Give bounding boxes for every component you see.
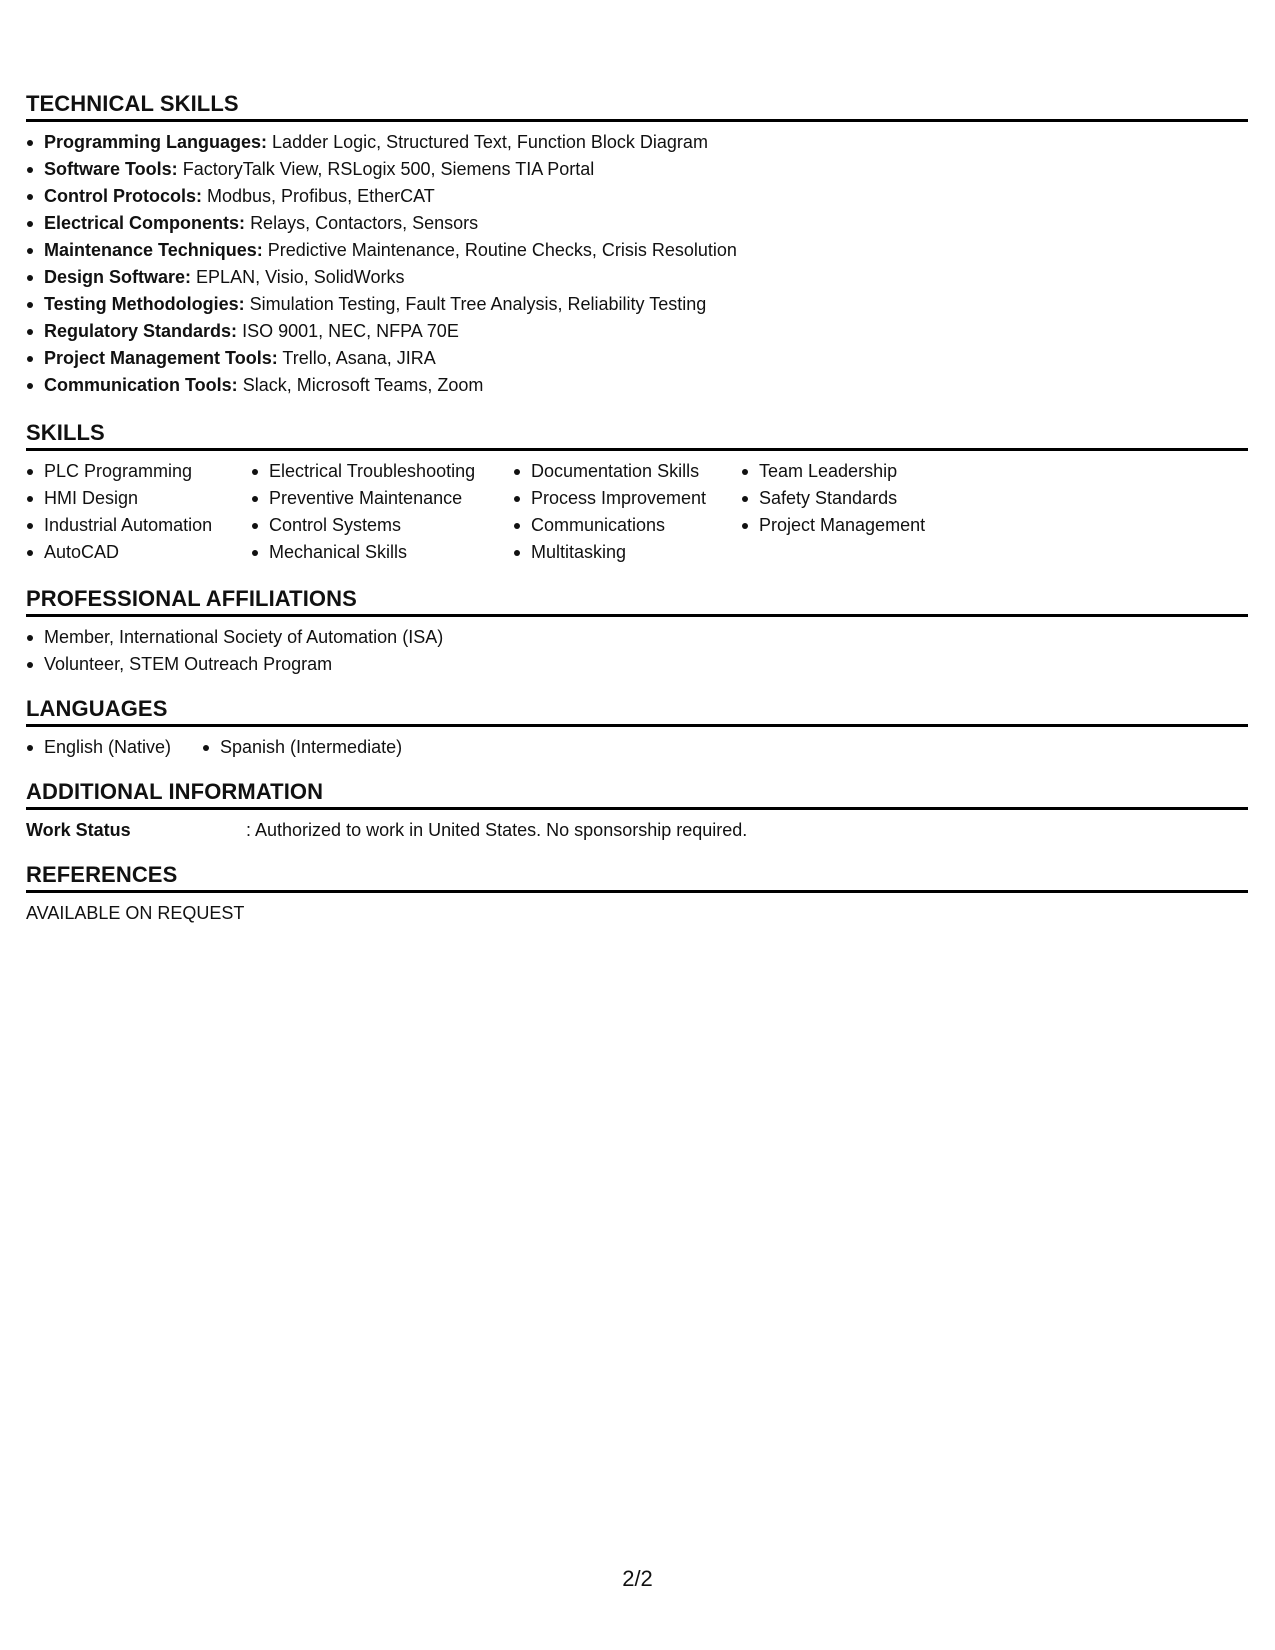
list-item [26,539,212,566]
affiliations-section [26,586,1248,678]
list-item [26,183,1248,210]
skill-name: Multitasking [531,542,627,562]
skill-category-label: Testing Methodologies: [44,294,245,314]
list-item [26,291,1248,318]
list-item [513,512,706,539]
skill-name: Control Systems [269,515,402,535]
skills-column-4 [741,458,925,539]
skill-category-label: Design Software: [44,267,192,287]
bullet-icon [27,745,33,751]
affiliation-text: Volunteer, STEM Outreach Program [44,654,333,674]
bullet-icon [203,745,209,751]
bullet-icon [27,275,33,281]
skills-column-3 [513,458,706,566]
bullet-icon [252,523,258,529]
list-item [26,734,171,761]
skill-category-value: Slack, Microsoft Teams, Zoom [242,375,484,395]
languages-heading: LANGUAGES [26,696,168,721]
affiliations-heading: PROFESSIONAL AFFILIATIONS [26,586,357,611]
bullet-icon [514,496,520,502]
skills-column-2 [251,458,475,566]
skill-name: PLC Programming [44,461,193,481]
language-entry [26,734,171,761]
list-item [26,129,1248,156]
list-item [26,210,1248,237]
skill-name: Safety Standards [759,488,898,508]
bullet-icon [27,194,33,200]
skill-category-label: Software Tools: [44,159,178,179]
list-item [251,458,475,485]
technical-skills-heading: TECHNICAL SKILLS [26,91,239,116]
bullet-icon [27,329,33,335]
list-item [202,734,402,761]
bullet-icon [27,469,33,475]
bullet-icon [27,167,33,173]
skill-category-value: Modbus, Profibus, EtherCAT [207,186,435,206]
list-item [26,651,1248,678]
bullet-icon [27,248,33,254]
section-divider [26,807,1248,810]
skill-category-label: Regulatory Standards: [44,321,238,341]
skill-name: Documentation Skills [531,461,700,481]
skill-category-label: Programming Languages: [44,132,268,152]
list-item [513,485,706,512]
list-item [26,624,1248,651]
skill-category-value: ISO 9001, NEC, NFPA 70E [242,321,459,341]
skill-category-value: Simulation Testing, Fault Tree Analysis, Reliability Testing [249,294,707,314]
references-text: AVAILABLE ON REQUEST [26,903,245,923]
bullet-icon [742,496,748,502]
bullet-icon [27,356,33,362]
list-item [26,485,212,512]
skill-category-value: FactoryTalk View, RSLogix 500, Siemens TIA Portal [182,159,595,179]
skill-name: Electrical Troubleshooting [269,461,476,481]
bullet-icon [27,383,33,389]
bullet-icon [27,496,33,502]
references-heading: REFERENCES [26,862,178,887]
affiliations-list [26,624,1248,678]
section-divider [26,448,1248,451]
bullet-icon [742,523,748,529]
skill-name: Industrial Automation [44,515,213,535]
section-divider [26,890,1248,893]
technical-skills-section [26,91,1248,399]
bullet-icon [742,469,748,475]
skill-name: Project Management [759,515,926,535]
languages-list [26,734,1248,761]
work-status-value: : Authorized to work in United States. No sponsorship required. [246,820,748,840]
list-item [26,318,1248,345]
references-section [26,862,1248,927]
list-item [251,539,475,566]
skill-name: Mechanical Skills [269,542,408,562]
bullet-icon [27,523,33,529]
skill-category-label: Control Protocols: [44,186,202,206]
skill-name: AutoCAD [44,542,120,562]
bullet-icon [514,469,520,475]
skill-name: Communications [531,515,666,535]
work-status-row [26,817,1248,844]
section-divider [26,614,1248,617]
additional-info-section [26,779,1248,844]
page-number: 2/2 [622,1566,653,1591]
bullet-icon [514,523,520,529]
skill-category-label: Electrical Components: [44,213,246,233]
list-item [26,237,1248,264]
bullet-icon [27,140,33,146]
bullet-icon [27,221,33,227]
section-divider [26,724,1248,727]
additional-info-heading: ADDITIONAL INFORMATION [26,779,324,804]
skill-name: HMI Design [44,488,139,508]
list-item [26,345,1248,372]
work-status-label: Work Status [26,820,131,840]
skill-category-label: Communication Tools: [44,375,238,395]
list-item [741,485,925,512]
skill-category-value: Relays, Contactors, Sensors [250,213,479,233]
list-item [513,458,706,485]
technical-skills-list [26,129,1248,399]
languages-section [26,696,1248,761]
skill-category-value: Predictive Maintenance, Routine Checks, Crisis Resolution [267,240,737,260]
bullet-icon [252,469,258,475]
list-item [26,512,212,539]
skills-grid [26,458,1248,566]
skill-name: Process Improvement [531,488,707,508]
list-item [251,512,475,539]
list-item [26,264,1248,291]
skill-category-label: Project Management Tools: [44,348,278,368]
skill-category-value: Trello, Asana, JIRA [282,348,436,368]
section-divider [26,119,1248,122]
bullet-icon [27,550,33,556]
skill-category-label: Maintenance Techniques: [44,240,263,260]
bullet-icon [27,635,33,641]
bullet-icon [27,662,33,668]
skills-column-1 [26,458,212,566]
list-item [251,485,475,512]
skills-section [26,420,1248,566]
bullet-icon [514,550,520,556]
skill-name: Preventive Maintenance [269,488,463,508]
language-entry [202,734,402,761]
skill-name: Team Leadership [759,461,898,481]
list-item [513,539,706,566]
bullet-icon [252,496,258,502]
list-item [26,372,1248,399]
bullet-icon [27,302,33,308]
language-text: English (Native) [44,737,172,757]
language-text: Spanish (Intermediate) [220,737,403,757]
list-item [741,512,925,539]
bullet-icon [252,550,258,556]
skill-category-value: Ladder Logic, Structured Text, Function Block Diagram [272,132,708,152]
list-item [26,156,1248,183]
skill-category-value: EPLAN, Visio, SolidWorks [196,267,405,287]
list-item [741,458,925,485]
list-item [26,458,212,485]
skills-heading: SKILLS [26,420,105,445]
affiliation-text: Member, International Society of Automation (ISA) [44,627,444,647]
